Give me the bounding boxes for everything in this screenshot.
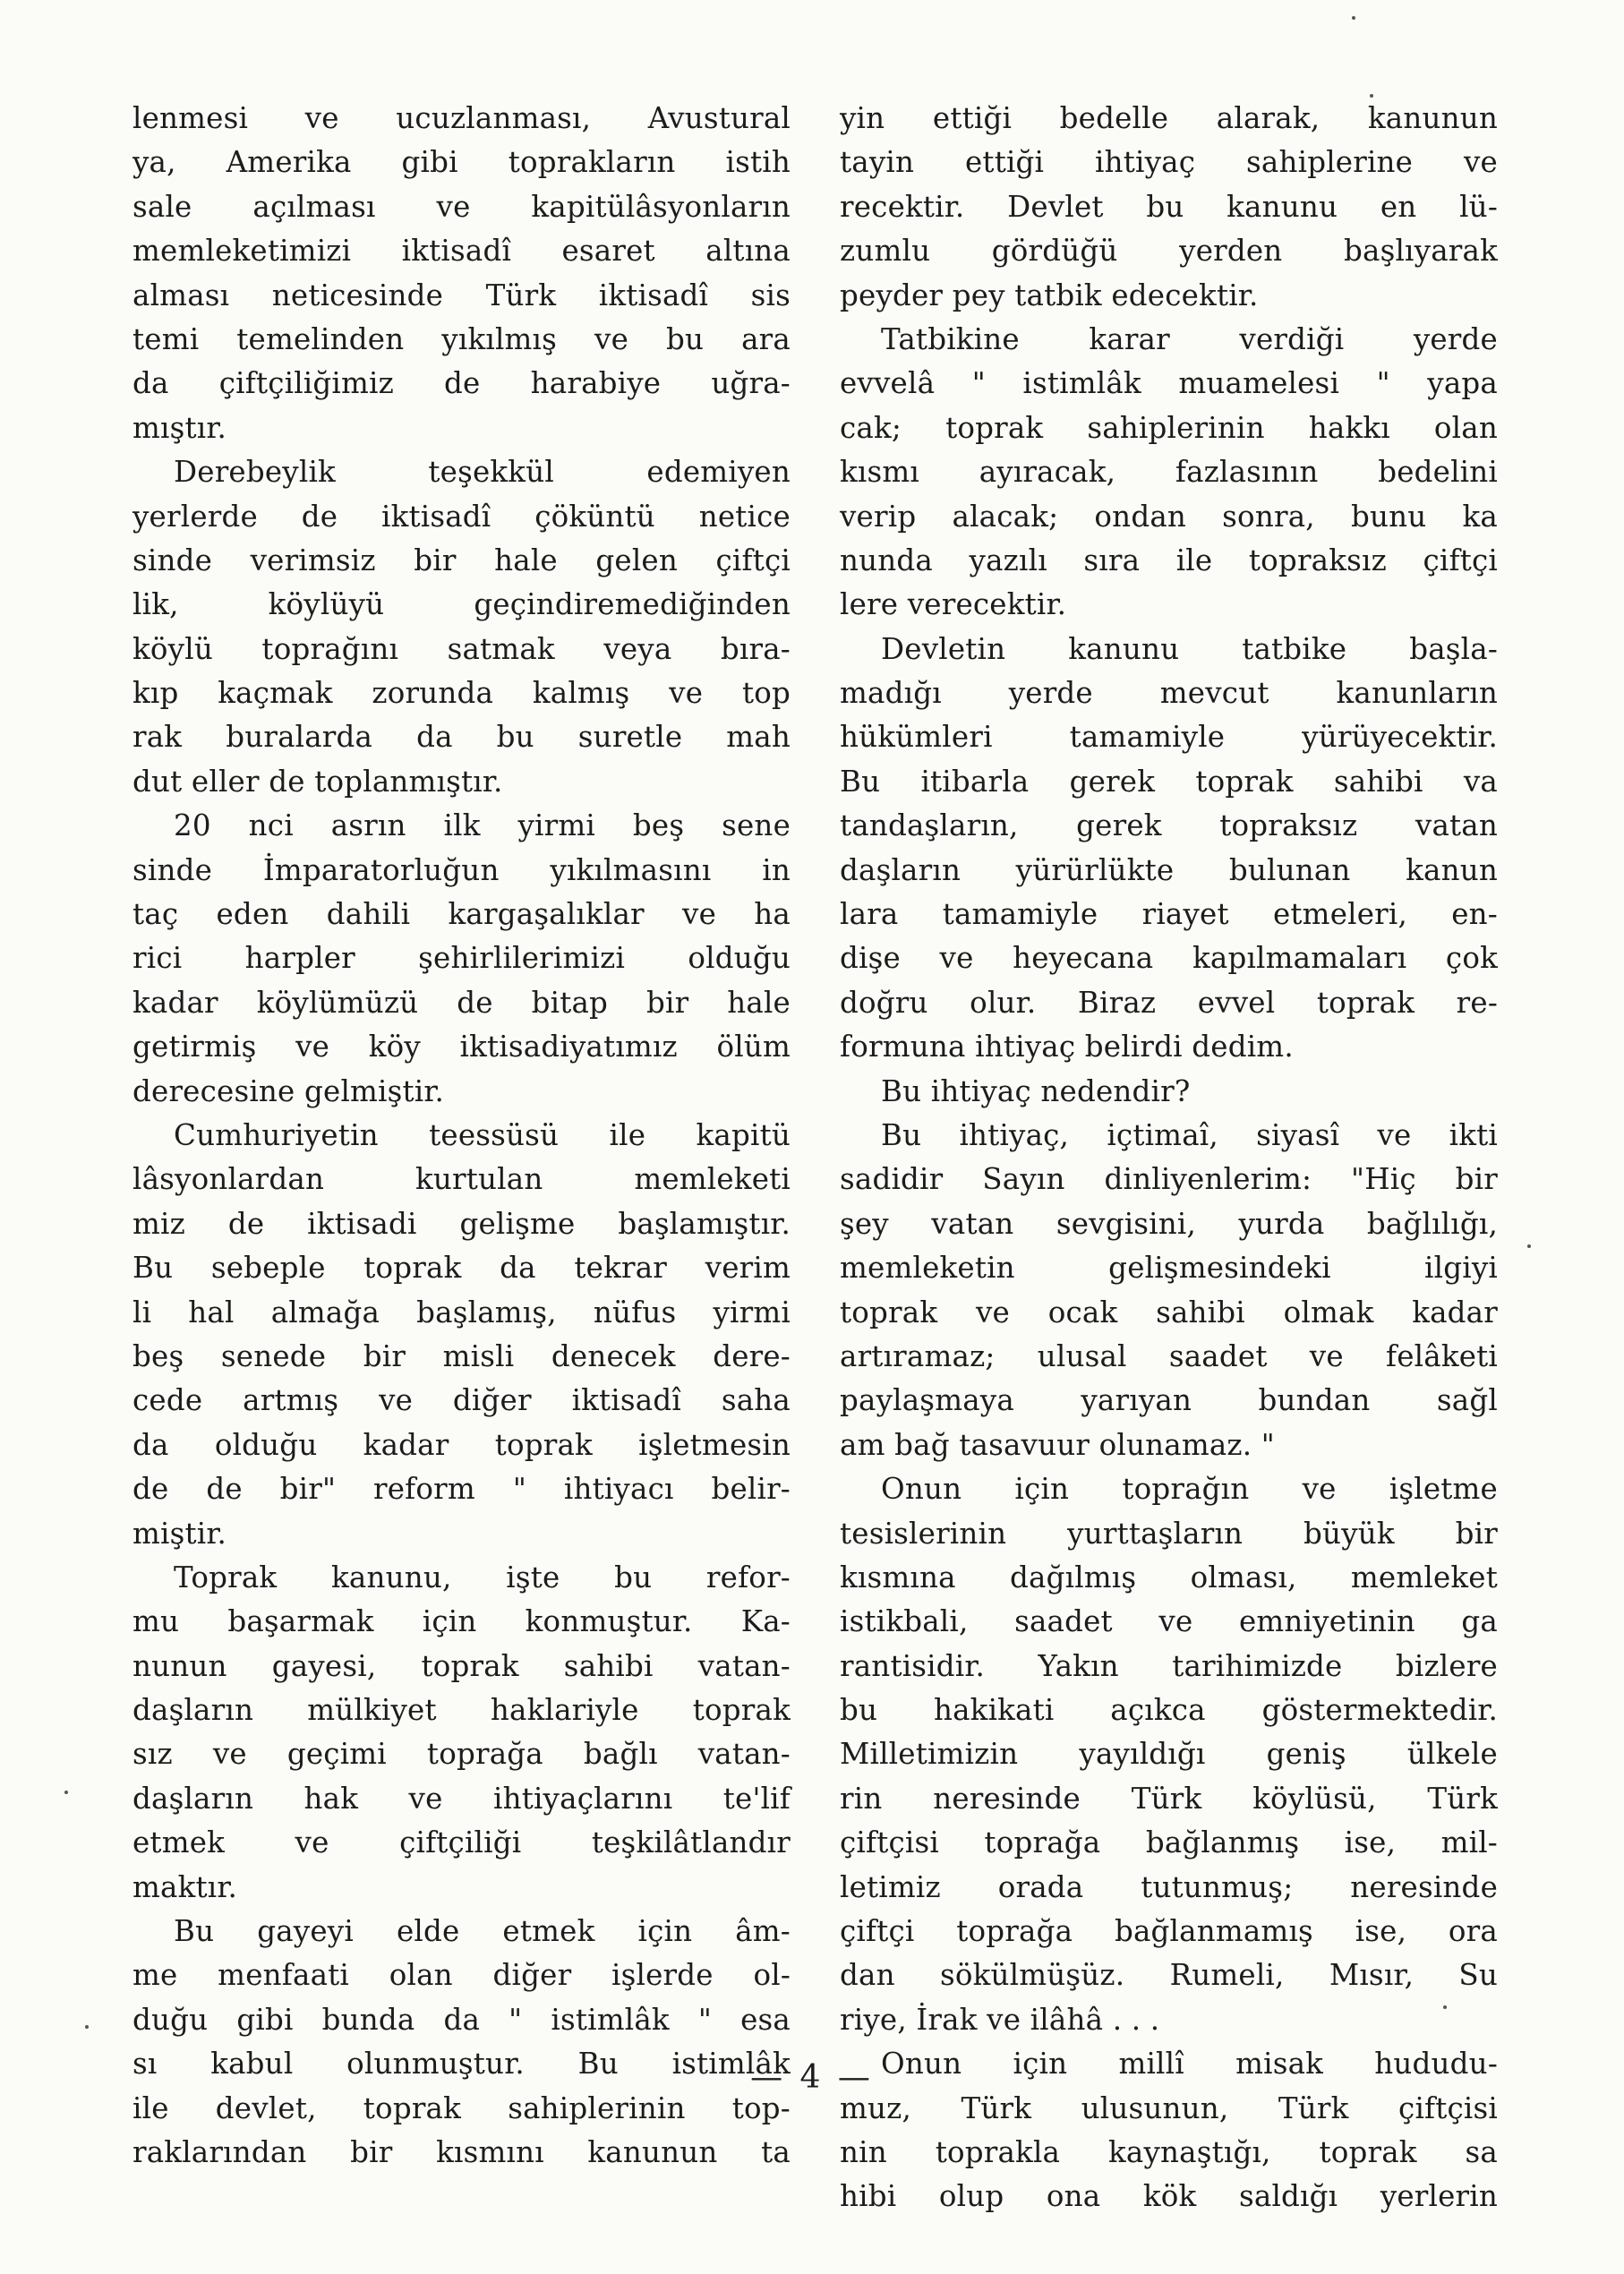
text-line: alması neticesinde Türk iktisadî sis — [132, 278, 791, 312]
text-line: hükümleri tamamiyle yürüyecektir. — [840, 720, 1498, 755]
text-line: tayin ettiği ihtiyaç sahiplerine ve — [840, 145, 1498, 180]
text-line: ya, Amerika gibi toprakların istih — [132, 145, 791, 180]
text-line: verip alacak; ondan sonra, bunu ka — [840, 499, 1498, 534]
text-line: istikbali, saadet ve emniyetinin ga — [840, 1604, 1498, 1639]
text-line: sı kabul olunmuştur. Bu istimlâk — [132, 2047, 791, 2082]
text-line: bu hakikati açıkca göstermektedir. — [840, 1693, 1498, 1728]
text-line: tandaşların, gerek topraksız vatan — [840, 808, 1498, 843]
text-line: sinde İmparatorluğun yıkılmasını in — [132, 852, 791, 887]
text-line: da çiftçiliğimiz de harabiye uğra- — [132, 366, 791, 401]
text-line: lâsyonlardan kurtulan memleketi — [132, 1162, 791, 1197]
text-line: paylaşmaya yarıyan bundan sağl — [840, 1383, 1498, 1418]
text-line: köylü toprağını satmak veya bıra- — [132, 631, 791, 666]
text-line: memleketin gelişmesindeki ilgiyi — [840, 1251, 1498, 1286]
left-text-column — [132, 97, 791, 2175]
text-line: Toprak kanunu, işte bu refor- — [174, 1560, 791, 1594]
text-line: doğru olur. Biraz evvel toprak re- — [840, 985, 1498, 1020]
text-line: nunun gayesi, toprak sahibi vatan- — [132, 1648, 791, 1683]
scan-speck — [85, 2025, 89, 2029]
text-line: taç eden dahili kargaşalıklar ve ha — [132, 897, 791, 932]
text-line: artıramaz; ulusal saadet ve felâketi — [840, 1338, 1498, 1373]
text-line: li hal almağa başlamış, nüfus yirmi — [132, 1295, 791, 1329]
text-line: Onun için toprağın ve işletme — [881, 1472, 1498, 1507]
text-line: kısmı ayıracak, fazlasının bedelini — [840, 455, 1498, 490]
text-line: peyder pey tatbik edecektir. — [840, 278, 1259, 312]
scan-speck — [1443, 2005, 1447, 2009]
text-line: Bu ihtiyaç, içtimaî, siyasî ve ikti — [881, 1117, 1498, 1152]
text-line: mu başarmak için konmuştur. Ka- — [132, 1604, 791, 1639]
text-line: am bağ tasavuur olunamaz. " — [840, 1427, 1275, 1462]
text-line: çiftçi toprağa bağlanmamış ise, ora — [840, 1914, 1498, 1949]
scan-speck — [1527, 1244, 1531, 1248]
text-line: rici harpler şehirlilerimizi olduğu — [132, 941, 791, 976]
text-line: Bu itibarla gerek toprak sahibi va — [840, 764, 1498, 799]
text-line: toprak ve ocak sahibi olmak kadar — [840, 1295, 1498, 1329]
text-line: formuna ihtiyaç belirdi dedim. — [840, 1030, 1294, 1064]
text-line: sinde verimsiz bir hale gelen çiftçi — [132, 543, 791, 577]
text-line: rantisidir. Yakın tarihimizde bizlere — [840, 1648, 1498, 1683]
text-line: riye, İrak ve ilâhâ . . . — [840, 2002, 1160, 2037]
text-line: me menfaati olan diğer işlerde ol- — [132, 1958, 791, 1993]
text-line: temi temelinden yıkılmış ve bu ara — [132, 321, 791, 356]
text-line: daşların hak ve ihtiyaçlarını te'lif — [132, 1781, 791, 1816]
text-line: cede artmış ve diğer iktisadî saha — [132, 1383, 791, 1418]
text-line: raklarından bir kısmını kanunun ta — [132, 2134, 791, 2169]
text-line: daşların mülkiyet haklariyle toprak — [132, 1693, 791, 1728]
text-line: daşların yürürlükte bulunan kanun — [840, 852, 1498, 887]
text-line: Onun için millî misak hududu- — [881, 2047, 1498, 2082]
text-line: Bu ihtiyaç nedendir? — [881, 1073, 1191, 1108]
text-line: recektir. Devlet bu kanunu en lü- — [840, 189, 1498, 224]
text-line: lik, köylüyü geçindiremediğinden — [132, 587, 791, 622]
text-line: Milletimizin yayıldığı geniş ülkele — [840, 1737, 1498, 1772]
text-line: Cumhuriyetin teessüsü ile kapitü — [174, 1117, 791, 1152]
text-line: dişe ve heyecana kapılmamaları çok — [840, 941, 1498, 976]
text-line: nunda yazılı sıra ile topraksız çiftçi — [840, 543, 1498, 577]
text-line: kısmına dağılmış olması, memleket — [840, 1560, 1498, 1594]
text-line: sız ve geçimi toprağa bağlı vatan- — [132, 1737, 791, 1772]
text-line: rin neresinde Türk köylüsü, Türk — [840, 1781, 1498, 1816]
text-line: Devletin kanunu tatbike başla- — [881, 631, 1498, 666]
text-line: 20 nci asrın ilk yirmi beş sene — [174, 808, 791, 843]
text-line: ile devlet, toprak sahiplerinin top- — [132, 2090, 791, 2125]
text-line: Bu gayeyi elde etmek için âm- — [174, 1914, 791, 1949]
scan-speck — [1352, 16, 1355, 20]
scan-speck — [1370, 94, 1373, 98]
text-line: nin toprakla kaynaştığı, toprak sa — [840, 2134, 1498, 2169]
text-line: şey vatan sevgisini, yurda bağlılığı, — [840, 1206, 1498, 1241]
text-line: Bu sebeple toprak da tekrar verim — [132, 1251, 791, 1286]
text-line: cak; toprak sahiplerinin hakkı olan — [840, 410, 1498, 445]
text-line: sadidir Sayın dinliyenlerim: "Hiç bir — [840, 1162, 1498, 1197]
text-line: etmek ve çiftçiliği teşkilâtlandır — [132, 1825, 791, 1860]
text-line: duğu gibi bunda da " istimlâk " esa — [132, 2002, 791, 2037]
text-line: lenmesi ve ucuzlanması, Avustural — [132, 101, 791, 135]
text-line: tesislerinin yurttaşların büyük bir — [840, 1516, 1498, 1551]
text-line: Derebeylik teşekkül edemiyen — [174, 455, 791, 490]
text-line: miştir. — [132, 1516, 227, 1551]
right-text-column — [840, 97, 1498, 2219]
text-line: evvelâ " istimlâk muamelesi " yapa — [840, 366, 1498, 401]
text-line: de de bir" reform " ihtiyacı belir- — [132, 1472, 791, 1507]
text-line: Tatbikine karar verdiği yerde — [881, 321, 1498, 356]
page-number: — 4 — — [750, 2059, 874, 2096]
text-line: memleketimizi iktisadî esaret altına — [132, 234, 791, 269]
text-line: mıştır. — [132, 410, 227, 445]
text-line: hibi olup ona kök saldığı yerlerin — [840, 2179, 1498, 2214]
text-line: zumlu gördüğü yerden başlıyarak — [840, 234, 1498, 269]
text-line: çiftçisi toprağa bağlanmış ise, mil- — [840, 1825, 1498, 1860]
text-line: rak buralarda da bu suretle mah — [132, 720, 791, 755]
text-line: kıp kaçmak zorunda kalmış ve top — [132, 676, 791, 711]
text-line: dan sökülmüşüz. Rumeli, Mısır, Su — [840, 1958, 1498, 1993]
text-line: getirmiş ve köy iktisadiyatımız ölüm — [132, 1030, 791, 1064]
text-line: beş senede bir misli denecek dere- — [132, 1338, 791, 1373]
text-line: kadar köylümüzü de bitap bir hale — [132, 985, 791, 1020]
text-line: lara tamamiyle riayet etmeleri, en- — [840, 897, 1498, 932]
text-line: maktır. — [132, 1869, 238, 1904]
text-line: da olduğu kadar toprak işletmesin — [132, 1427, 791, 1462]
text-line: miz de iktisadi gelişme başlamıştır. — [132, 1206, 791, 1241]
text-line: lere verecektir. — [840, 587, 1067, 622]
text-line: madığı yerde mevcut kanunların — [840, 676, 1498, 711]
text-line: muz, Türk ulusunun, Türk çiftçisi — [840, 2090, 1498, 2125]
text-line: yin ettiği bedelle alarak, kanunun — [840, 101, 1498, 135]
text-line: derecesine gelmiştir. — [132, 1073, 445, 1108]
text-line: letimiz orada tutunmuş; neresinde — [840, 1869, 1498, 1904]
text-line: sale açılması ve kapitülâsyonların — [132, 189, 791, 224]
text-line: dut eller de toplanmıştır. — [132, 764, 503, 799]
scan-speck — [64, 1791, 68, 1794]
text-line: yerlerde de iktisadî çöküntü netice — [132, 499, 791, 534]
